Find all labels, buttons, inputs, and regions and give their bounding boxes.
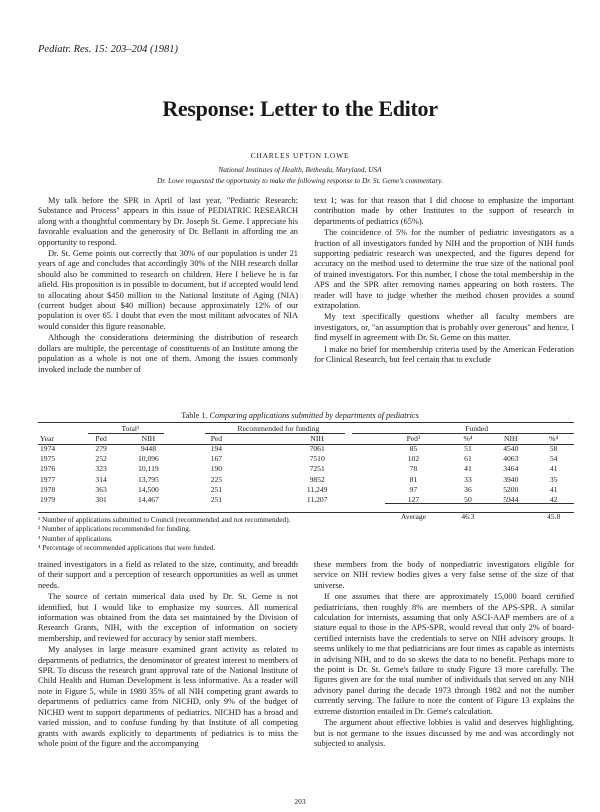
author-affiliation: National Institutes of Health, Bethesda, Maryland, USA [218, 165, 382, 174]
editorial-note: Dr. Lowe requested the opportunity to make the following response to Dr. St. Geme's commentary. [157, 176, 443, 185]
table-cell: 1978 [40, 484, 56, 494]
table-cell: 41 [464, 464, 472, 474]
column-header: NIH [310, 433, 324, 443]
footnote: ² Number of applications recommended for funding. [38, 524, 191, 534]
table-cell: 1976 [40, 464, 56, 474]
table-cell: 97 [409, 484, 418, 494]
table-cell: 10,096 [137, 454, 159, 464]
paragraph: The argument about effective lobbies is valid and deserves highlighting, but is not germane to the issues discussed by me and was accordingly not subjected to analysis. [314, 718, 574, 748]
paragraph: text 1; was for that reason that I did choose to emphasize the important contribution made by other Institutes to the support of research in departments of pediatrics (65%). [314, 196, 574, 226]
table-cell: 1975 [40, 454, 56, 464]
table-cell: 13,795 [137, 474, 159, 484]
table-cell: 11,249 [306, 484, 328, 494]
paragraph: Dr. St. Geme points out correctly that 30% of our population is under 21 years of age and concludes that accordingly 30% of the NIH research dollar should also be committed to research on children. Here I believe he is far afield. His proposition is in possible to document, but if accepted would lend to allocating about $450 million to the National Institute of Aging (NIA) (current budget about $40 million) because approximately 12% of our population is over 65. I doubt that even the most militant advocates of NIA would consider this figure reasonable. [38, 249, 298, 331]
table-cell: 1979 [40, 494, 56, 504]
table-cell: 78 [409, 464, 418, 474]
column-header: Ped [210, 433, 223, 443]
table-row [38, 464, 574, 474]
body-column-bottom-right [314, 560, 574, 796]
paragraph: Although the considerations determining the distribution of research dollars are multiple, the percentage of constituents of an Institute among the population as a whole is not one of them. Among the issues commonly invoked include the number of [38, 333, 298, 374]
column-header: %⁴ [463, 433, 473, 443]
page-number: 203 [294, 797, 306, 806]
table-bottom-rule [38, 512, 574, 513]
table-cell: 33 [464, 474, 472, 484]
table-cell: 81 [409, 474, 418, 484]
table-footnotes [38, 515, 574, 553]
table-row [38, 474, 574, 484]
paragraph: My text specifically questions whether all faculty members are investigators, or, "an assumption that is probably over generous" and hence, I find myself in agreement with Dr. St. Geme on this matter. [314, 312, 574, 343]
table-header-rule [38, 444, 574, 445]
table-cell: 85 [409, 443, 418, 453]
group-header-recommended: Recommended for funding [237, 423, 320, 433]
table-cell: 190 [210, 464, 223, 474]
table-cell: 127 [407, 494, 420, 504]
column-header: Year [40, 433, 54, 443]
group-header-funded: Funded [465, 423, 488, 433]
table-cell: 363 [95, 484, 107, 494]
table-cell: 102 [407, 454, 420, 464]
table-cell: 10,119 [138, 464, 159, 474]
table-cell: 314 [95, 474, 107, 484]
footnote: ³ Number of applications. [38, 533, 113, 543]
rule-total [88, 433, 164, 434]
paragraph: I make no brief for membership criteria used by the American Federation for Clinical Research, but feel certain that to exclude [314, 344, 574, 365]
rule-funded [352, 433, 574, 434]
table-cell: 42 [549, 494, 558, 504]
table-cell: 51 [464, 443, 472, 453]
table-caption-text: Comparing applications submitted by departments of pediatrics [209, 411, 419, 420]
paragraph: these members from the body of nonpediatric investigators eligible for service on NIH review bodies gives a very false sense of the size of that universe. [314, 560, 574, 590]
table-cell: 36 [464, 484, 472, 494]
table-cell: 35 [549, 474, 558, 484]
table-cell: 3940 [503, 474, 519, 484]
group-header-total: Total¹ [121, 423, 140, 433]
table-cell: 7510 [309, 454, 325, 464]
column-header: NIH [504, 433, 518, 443]
table-cell: 1974 [40, 443, 56, 453]
footnote: ¹ Number of applications submitted to Council (recommended and not recommended). [38, 515, 291, 524]
average-nih-value: 45.8 [547, 511, 561, 521]
table-cell: 1977 [40, 474, 56, 484]
table-cell: 5944 [503, 494, 519, 504]
column-header: Ped³ [406, 433, 421, 443]
column-header: %⁴ [549, 433, 559, 443]
paragraph: The source of certain numerical data used by Dr. St. Geme is not identified, but I would like to emphasize my sources. All numerical information was obtained from the data set maintained by the Division of Research Grants, NIH, with the exception of information on society membership, and reviewed for accuracy by senior staff members. [38, 592, 298, 643]
table-cell: 7251 [309, 464, 325, 474]
table-cell: 194 [210, 443, 223, 453]
table-caption [0, 411, 600, 420]
paragraph: If one assumes that there are approximately 15,000 board certified pediatricians, then roughly 8% are members of the APS-SPR. A similar calculation for internists, assuming that only ASCI-AAP members are of a stature equal to those in the APS-SPR, would reveal that only 2% of board-certified internists have the credentials to serve on NIH advisory groups. It seems unlikely to me that pediatricians are four times as capable as internists in advising NIH, and to do so skews the data to no benefit. Perhaps more to the point is Dr. St. Geme's failure to study Figure 13 more carefully. The figures given are for the total number of individuals that served on any NIH advisory panel during the decade 1973 through 1982 and not the number currently serving. The failure to note the content of Figure 13 explains the extreme distortion entailed in Dr. Geme's calculation. [314, 592, 574, 716]
table-cell: 5200 [503, 484, 519, 494]
table-cell: 301 [95, 494, 107, 504]
table-cell: 4540 [503, 443, 519, 453]
paragraph: trained investigators in a field as related to the size, continuity, and breadth of their support and a perception of research opportunities as well as unmet needs. [38, 560, 298, 590]
paragraph: My talk before the SPR in April of last year, "Pediatric Research: Substance and Process" appears in this issue of PEDIATRIC RESEARCH along with a thoughtful commentary by Dr. Joseph St. Geme. I appreciate his favorable evaluation and the generosity of Dr. Bellanti in affording me an opportunity to respond. [38, 196, 298, 247]
table-row [38, 454, 574, 464]
table-cell: 41 [549, 464, 558, 474]
table-cell: 167 [210, 454, 223, 464]
column-header: NIH [141, 433, 156, 443]
table-cell: 11,207 [306, 494, 328, 504]
paragraph: The coincidence of 5% for the number of pediatric investigators as a fraction of all investigators funded by NIH and the proportion of NIH funds supporting pediatric research was unexpected, and the figures depend for accuracy on the method used to determine the true size of the national pool of trained investigators. For this number, I chose the total membership in the APS and the SPR after removing names appearing on both rosters. The reader will have to judge whether the method chosen provides a sound extrapolation. [314, 228, 574, 311]
table-average-rule [385, 503, 574, 504]
author-name: CHARLES UPTON LOWE [250, 151, 350, 160]
applications-table [38, 423, 574, 521]
table-cell: 58 [549, 443, 558, 453]
table-cell: 279 [95, 443, 107, 453]
table-cell: 323 [95, 464, 107, 474]
table-cell: 3464 [503, 464, 519, 474]
table-cell: 4063 [503, 454, 519, 464]
table-cell: 225 [210, 474, 223, 484]
table-row [38, 484, 574, 494]
body-column-top-left [38, 196, 298, 408]
table-caption-label: Table 1. [181, 411, 208, 420]
table-cell: 252 [95, 454, 107, 464]
journal-citation: Pediatr. Res. 15: 203–204 (1981) [38, 44, 178, 55]
body-column-top-right [314, 196, 574, 408]
table-cell: 251 [210, 494, 223, 504]
table-cell: 61 [464, 454, 472, 464]
table-cell: 14,500 [137, 484, 159, 494]
table-cell: 41 [549, 484, 558, 494]
table-group-header-row [38, 423, 574, 433]
average-ped-value: 46.3 [461, 511, 475, 521]
footnote: ⁴ Percentage of recommended applications that were funded. [38, 543, 216, 553]
article-title: Response: Letter to the Editor [162, 96, 438, 121]
body-column-bottom-left [38, 560, 298, 796]
table-cell: 50 [464, 494, 472, 504]
table-cell: 9448 [140, 443, 156, 453]
table-cell: 54 [549, 454, 558, 464]
average-label: Average [400, 511, 426, 521]
table-cell: 9852 [309, 474, 325, 484]
table-cell: 251 [210, 484, 223, 494]
paragraph: My analyses in large measure examined grant activity as related to departments of pediatrics, the denominator of greatest interest to members of SPR. To discuss the research grant approval rate of the National Institute of Child Health and Human Development is less informative. As a reader will note in Figure 5, while in 1980 35% of all NIH competing grant awards to departments of pediatrics came from NICHD, only 9% of the budget of NICHD went to support departments of pediatrics. NICHD has a broad and varied mission, and to confuse funding by that Institute of all competing grants with awards explicitly to departments of pediatrics is to miss the whole point of the figure and the accompanying [38, 645, 298, 748]
column-header: Ped [95, 433, 107, 443]
table-cell: 14,467 [137, 494, 159, 504]
table-header-row [38, 433, 574, 443]
rule-recommended [205, 433, 345, 434]
table-cell: 7061 [309, 443, 325, 453]
